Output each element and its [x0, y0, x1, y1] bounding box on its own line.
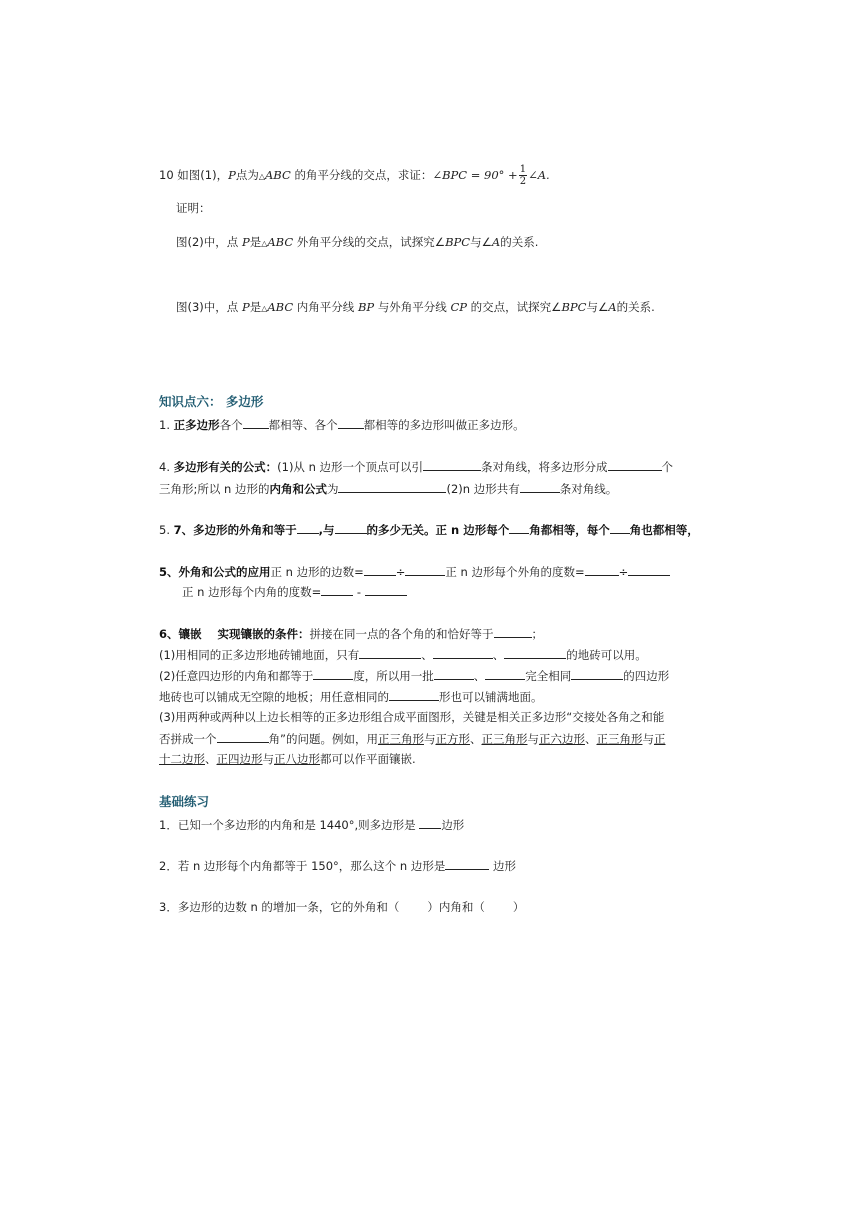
fraction: $\frac{1}{2}$ [519, 164, 527, 187]
item-6-3-end: 十二边形、正四边形与正八边形都可以作平面镶嵌. [159, 752, 416, 766]
blank [405, 563, 445, 576]
blank [359, 646, 421, 659]
blank [423, 458, 481, 471]
item-6-1: (1)用相同的正多边形地砖铺地面，只有 、 、 的地砖可以用。 [159, 648, 647, 662]
triangle-symbol: △ [261, 239, 268, 248]
fig2-question: 图(2)中，点 P是△ABC 外角平分线的交点，试探究∠BPC与∠A的关系. [176, 235, 539, 249]
blank [338, 416, 364, 429]
blank [365, 583, 407, 596]
blank [608, 458, 662, 471]
blank [297, 521, 319, 534]
blank [504, 646, 566, 659]
blank [520, 480, 560, 493]
blank [628, 563, 670, 576]
item-4-cont: 三角形;所以 n 边形的内角和公式为 (2)n 边形共有 条对角线。 [159, 482, 618, 496]
item-5-formula: 5、外角和公式的应用正 n 边形的边数= ÷ 正 n 边形每个外角的度数= ÷ [159, 563, 670, 580]
blank [335, 521, 367, 534]
practice-q3: 3．多边形的边数 n 的增加一条，它的外角和（ ）内角和（ ） [159, 900, 525, 914]
blank [485, 667, 525, 680]
blank [434, 667, 474, 680]
blank [321, 583, 353, 596]
blank [585, 563, 619, 576]
item-6-2-cont: 地砖也可以铺成无空隙的地板；用任意相同的 形也可以铺满地面。 [159, 690, 543, 704]
blank [445, 857, 489, 870]
triangle-symbol: △ [261, 304, 268, 313]
blank [217, 730, 269, 743]
practice-title: 基础练习 [159, 794, 210, 809]
formula: ∠BPC = 90° + [432, 168, 518, 182]
section-title: 知识点六： 多边形 [159, 394, 264, 409]
q10-statement: 10 如图(1)，P点为△ABC 的角平分线的交点，求证：∠BPC = 90° + $\frac{1}{2}$ ∠A. [159, 164, 550, 187]
item-6-2: (2)任意四边形的内角和都等于 度，所以用一批 、 完全相同 的四边形 [159, 669, 670, 683]
blank [610, 521, 630, 534]
blank [364, 563, 396, 576]
practice-q1: 1．已知一个多边形的内角和是 1440°,则多边形是 边形 [159, 818, 465, 832]
blank [433, 646, 493, 659]
blank [313, 667, 353, 680]
proof-label: 证明： [176, 201, 211, 215]
triangle-symbol: △ [258, 172, 265, 181]
question-number: 10 [159, 168, 174, 182]
blank [494, 625, 532, 638]
blank [389, 688, 439, 701]
fig3-question: 图(3)中，点 P是△ABC 内角平分线 BP 与外角平分线 CP 的交点，试探究∠BPC与∠A的关系. [176, 300, 655, 314]
item-6: 6、镶嵌 实现镶嵌的条件：拼接在同一点的各个角的和恰好等于 ； [159, 627, 544, 641]
item-1: 1. 正多边形各个 都相等、各个 都相等的多边形叫做正多边形。 [159, 418, 525, 432]
blank [509, 521, 529, 534]
item-4: 4. 多边形有关的公式：(1)从 n 边形一个顶点可以引 条对角线，将多边形分成 个 [159, 460, 674, 474]
item-5: 5. 7、多边形的外角和等于 ,与 的多少无关。正 n 边形每个 角都相等，每个 角也都相等， [159, 523, 699, 537]
blank [571, 667, 623, 680]
practice-q2: 2．若 n 边形每个内角都等于 150°，那么这个 n 边形是 边形 [159, 859, 517, 873]
blank [243, 416, 269, 429]
item-6-3-cont: 否拼成一个 角”的问题。例如，用正三角形与正方形、正三角形与正六边形、正三角形与正 [159, 732, 666, 746]
item-5-formula-2: 正 n 边形每个内角的度数= - [182, 583, 407, 600]
item-6-3: (3)用两种或两种以上边长相等的正多边形组合成平面图形，关键是相关正多边形“交接处各角之和能 [159, 710, 665, 724]
blank [419, 816, 441, 829]
blank [338, 480, 446, 493]
